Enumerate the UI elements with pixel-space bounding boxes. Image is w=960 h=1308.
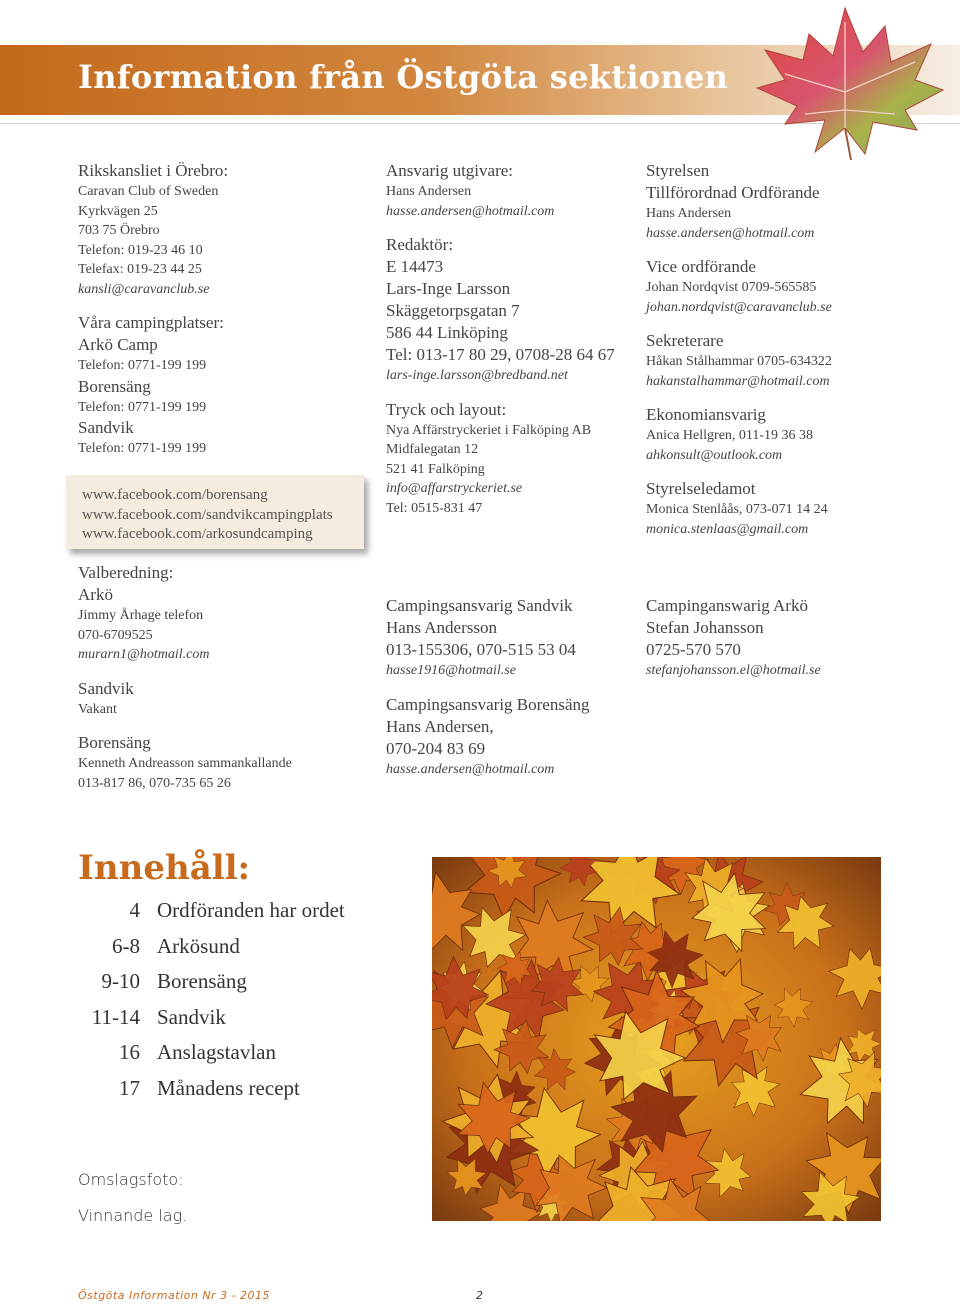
email-text[interactable]: hakanstalhammar@hotmail.com <box>646 373 830 389</box>
heading-text: Stefan Johansson <box>646 618 764 637</box>
heading-text: Arkö <box>78 585 113 604</box>
contents-item-label: Borensäng <box>157 969 247 993</box>
contents-item-label: Anslagstavlan <box>157 1040 276 1064</box>
issue-label: Östgöta Information Nr 3 - 2015 <box>78 1289 271 1302</box>
heading-text: Tillförordnad Ordförande <box>646 183 820 202</box>
spacer <box>646 465 832 478</box>
heading-text: Sekreterare <box>646 331 724 350</box>
body-text: Monica Stenlåås, 073-071 14 24 <box>646 502 828 517</box>
heading-text: Ansvarig utgivare: <box>386 161 513 180</box>
heading-text: Styrelseledamot <box>646 479 756 498</box>
contents-item-label: Sandvik <box>157 1004 226 1029</box>
body-text: 013-817 86, 070-735 65 26 <box>78 775 231 791</box>
heading-text: Lars-Inge Larsson <box>386 279 511 298</box>
contents-page-number: 4 <box>129 898 140 922</box>
contents-page-number: 9-10 <box>101 969 140 993</box>
email-text[interactable]: johan.nordqvist@caravanclub.se <box>646 299 832 315</box>
body-text: Caravan Club of Sweden <box>78 184 219 199</box>
rikskansliet-section <box>78 160 228 459</box>
camping-managers-section <box>386 595 590 779</box>
spacer <box>646 391 832 404</box>
heading-text: Sandvik <box>78 418 134 437</box>
heading-text: Arkö Camp <box>78 335 158 354</box>
email-text[interactable]: stefanjohansson.el@hotmail.se <box>646 663 821 678</box>
cover-photo-label: Omslagsfoto: <box>78 1170 184 1189</box>
heading-text: Valberedning: <box>78 563 174 582</box>
contents-item <box>60 1005 400 1039</box>
body-text: 070-6709525 <box>78 627 153 643</box>
email-text[interactable]: info@affarstryckeriet.se <box>386 481 523 496</box>
heading-text: Rikskansliet i Örebro: <box>78 161 229 180</box>
body-text: Håkan Stålhammar 0705-634322 <box>646 354 832 369</box>
facebook-link-borensang[interactable]: www.facebook.com/borensang <box>82 487 268 503</box>
body-text: Midfalegatan 12 <box>386 442 479 457</box>
email-text[interactable]: hasse1916@hotmail.se <box>386 663 516 678</box>
facebook-link-sandvik[interactable]: www.facebook.com/sandvikcampingplats <box>82 507 333 523</box>
heading-text: Borensäng <box>78 376 151 396</box>
spacer <box>78 719 292 732</box>
contents-item <box>60 1040 400 1074</box>
page-number: 2 <box>476 1289 483 1302</box>
heading-text: Skäggetorpsgatan 7 <box>386 301 520 320</box>
body-text: Kenneth Andreasson sammankallande <box>78 756 292 771</box>
contents-item <box>60 898 400 932</box>
contents-item-label: Arkösund <box>157 933 240 958</box>
heading-text: Ekonomiansvarig <box>646 405 766 424</box>
body-text: Anica Hellgren, 011-19 36 38 <box>646 428 814 443</box>
spacer <box>386 221 615 234</box>
body-text: Kyrkvägen 25 <box>78 203 158 219</box>
email-text[interactable]: murarn1@hotmail.com <box>78 647 210 662</box>
page-title: Information från Östgöta sektionen <box>78 58 729 96</box>
email-text[interactable]: monica.stenlaas@gmail.com <box>646 521 809 537</box>
contents-item <box>60 934 400 968</box>
body-text: Hans Andersen <box>646 206 732 221</box>
email-text[interactable]: ahkonsult@outlook.com <box>646 447 783 463</box>
spacer <box>646 243 832 256</box>
body-text: Tel: 0515-831 47 <box>386 500 483 516</box>
heading-text: Tryck och layout: <box>386 399 507 419</box>
spacer <box>646 317 832 330</box>
contents-page-number: 17 <box>119 1075 140 1100</box>
body-text: Johan Nordqvist 0709-565585 <box>646 280 817 295</box>
email-text[interactable]: hasse.andersen@hotmail.com <box>386 203 555 219</box>
heading-text: Borensäng <box>78 733 151 752</box>
spacer <box>386 681 590 694</box>
spacer <box>386 386 615 399</box>
body-text: Vakant <box>78 701 117 717</box>
cover-photo-value: Vinnande lag. <box>78 1206 188 1225</box>
heading-text: 586 44 Linköping <box>386 323 508 342</box>
valberedning-section <box>78 562 292 793</box>
body-text: Telefon: 0771-199 199 <box>78 358 207 373</box>
body-text: Hans Andersen <box>386 184 472 199</box>
heading-text: 0725-570 570 <box>646 640 741 659</box>
body-text: Telefon: 019-23 46 10 <box>78 242 203 258</box>
autumn-leaves-photo <box>432 857 881 1221</box>
heading-text: Vice ordförande <box>646 257 756 276</box>
facebook-link-arkosund[interactable]: www.facebook.com/arkosundcamping <box>82 526 313 542</box>
contents-item <box>60 1076 400 1110</box>
body-text: 703 75 Örebro <box>78 223 160 238</box>
body-text: Nya Affärstryckeriet i Falköping AB <box>386 422 592 438</box>
board-section <box>646 160 832 539</box>
spacer <box>78 299 228 312</box>
contents-page-number: 11-14 <box>91 1004 140 1029</box>
heading-text: Redaktör: <box>386 235 454 254</box>
email-text[interactable]: hasse.andersen@hotmail.com <box>386 761 555 777</box>
contents-title: Innehåll: <box>78 848 251 888</box>
body-text: Telefax: 019-23 44 25 <box>78 262 202 277</box>
heading-text: Hans Andersen, <box>386 716 494 736</box>
contents-item-label: Ordföranden har ordet <box>157 898 345 922</box>
heading-text: Campingsansvarig Sandvik <box>386 596 573 615</box>
body-text: Telefon: 0771-199 199 <box>78 399 207 415</box>
email-text[interactable]: hasse.andersen@hotmail.com <box>646 225 815 241</box>
heading-text: Hans Andersson <box>386 618 497 637</box>
heading-text: Våra campingplatser: <box>78 313 224 332</box>
heading-text: Tel: 013-17 80 29, 0708-28 64 67 <box>386 345 615 364</box>
body-text: Jimmy Århage telefon <box>78 608 204 623</box>
heading-text: E 14473 <box>386 257 444 276</box>
contents-page-number: 6-8 <box>112 933 140 958</box>
contents-page-number: 16 <box>119 1040 140 1064</box>
spacer <box>78 665 292 678</box>
body-text: Telefon: 0771-199 199 <box>78 441 207 456</box>
maple-leaf-icon <box>745 2 950 162</box>
heading-text: Campingsansvarig Borensäng <box>386 694 590 714</box>
heading-text: Sandvik <box>78 678 134 698</box>
heading-text: Campinganswarig Arkö <box>646 596 808 615</box>
heading-text: 013-155306, 070-515 53 04 <box>386 640 576 659</box>
contents-item-label: Månadens recept <box>157 1075 300 1100</box>
contents-item <box>60 969 400 1003</box>
body-text: 521 41 Falköping <box>386 461 485 477</box>
heading-text: 070-204 83 69 <box>386 738 486 758</box>
publisher-section <box>386 160 615 518</box>
heading-text: Styrelsen <box>646 161 710 180</box>
arko-manager-section <box>646 595 821 681</box>
email-text[interactable]: kansli@caravanclub.se <box>78 281 210 297</box>
email-text[interactable]: lars-inge.larsson@bredband.net <box>386 368 568 383</box>
